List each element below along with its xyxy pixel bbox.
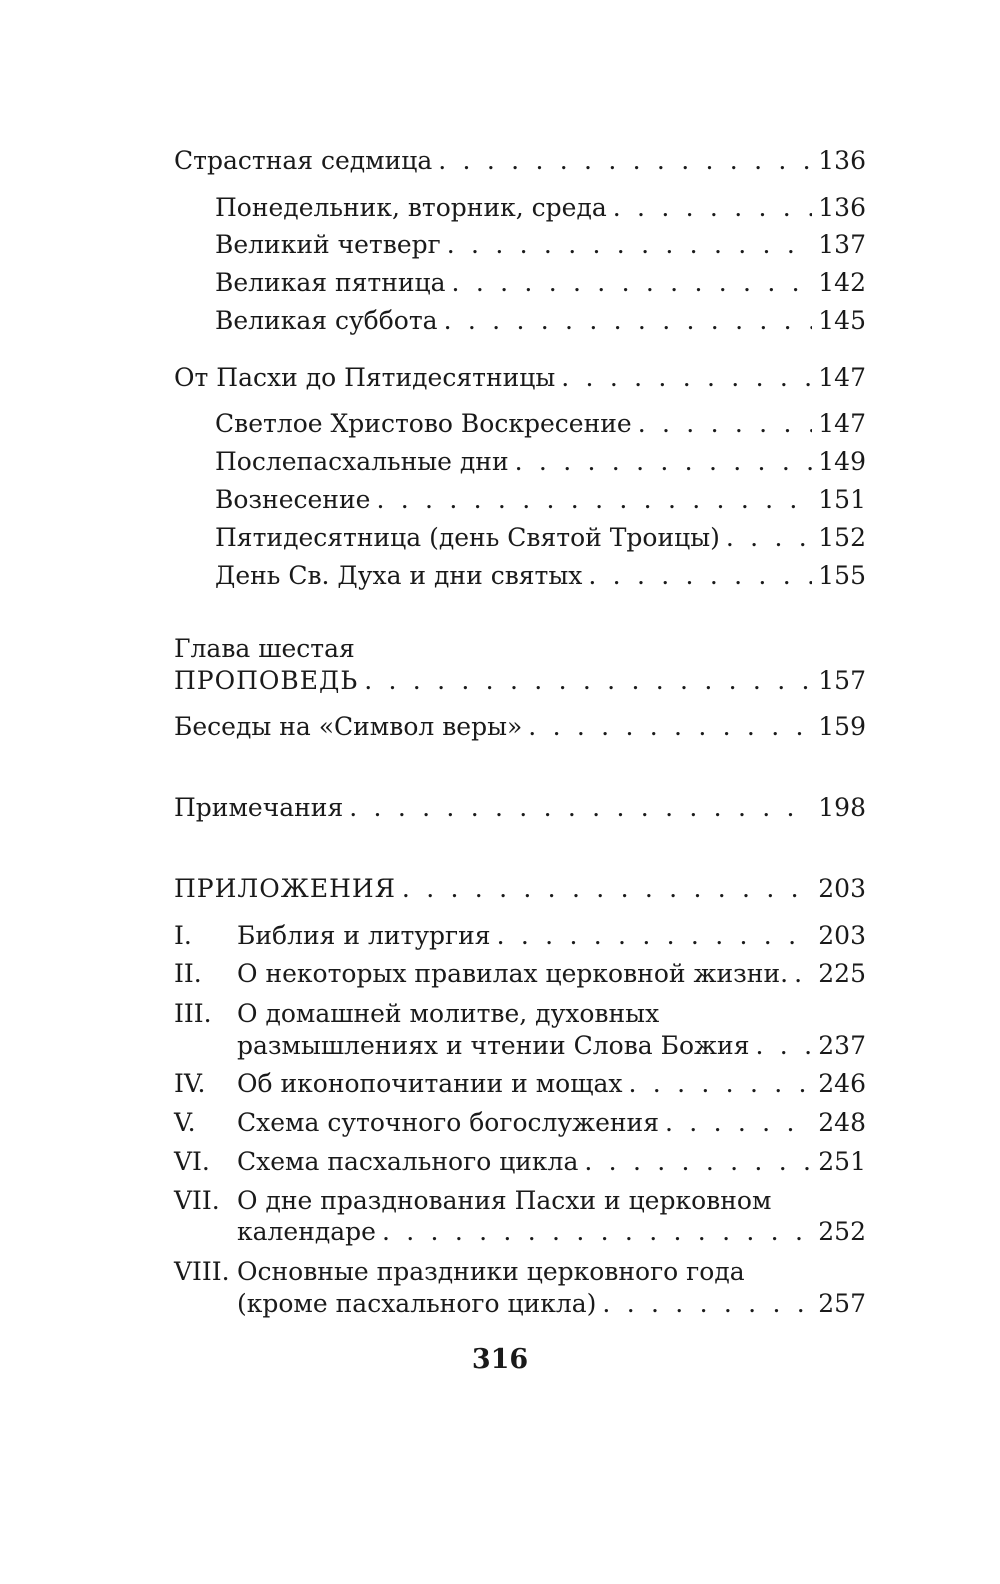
dot-leader — [528, 710, 812, 744]
toc-entry-title-line1: Основные праздники церковного года — [237, 1257, 745, 1286]
toc-entry — [174, 791, 866, 825]
appendix-number: IV. — [174, 1069, 206, 1098]
dot-leader — [794, 957, 812, 991]
dot-leader — [364, 664, 812, 698]
chapter-label: Глава шестая — [174, 634, 355, 663]
toc-entry — [174, 872, 866, 906]
dot-leader — [382, 1215, 812, 1249]
toc-entry — [215, 304, 866, 338]
toc-entry-title-line1: О домашней молитве, духовных — [237, 999, 660, 1028]
dot-leader — [438, 144, 812, 178]
appendix-number: I. — [174, 921, 192, 950]
dot-leader — [402, 872, 812, 906]
toc-entry-title: Библия и литургия — [237, 921, 491, 950]
toc-entry-page: 246 — [818, 1069, 866, 1098]
dot-leader — [588, 559, 812, 593]
dot-leader — [756, 1029, 813, 1063]
dot-leader — [515, 445, 813, 479]
toc-entry-title: Послепасхальные дни — [215, 447, 509, 476]
dot-leader — [638, 407, 813, 441]
toc-entry-title: О некоторых правилах церковной жизни. — [237, 959, 789, 988]
appendix-entry — [237, 1067, 866, 1101]
appendix-number: VIII. — [174, 1257, 230, 1286]
toc-entry-page: 257 — [818, 1289, 866, 1318]
chapter-title: ПРОПОВЕДЬ — [174, 666, 359, 695]
toc-entry-title: От Пасхи до Пятидесятницы — [174, 363, 556, 392]
dot-leader — [613, 191, 813, 225]
toc-entry — [215, 407, 866, 441]
dot-leader — [447, 228, 813, 262]
appendix-entry — [237, 919, 866, 953]
appendix-entry — [237, 1287, 866, 1321]
appendix-number: VII. — [174, 1186, 220, 1215]
toc-entry-title: Страстная седмица — [174, 146, 433, 175]
toc-entry-page: 203 — [818, 921, 866, 950]
appendix-entry — [237, 1145, 866, 1179]
toc-entry-page: 147 — [818, 363, 866, 392]
appendix-number: III. — [174, 999, 212, 1028]
toc-entry-title: Беседы на «Символ веры» — [174, 712, 523, 741]
toc-entry-title: Примечания — [174, 793, 344, 822]
toc-entry-title-line1: О дне празднования Пасхи и церковном — [237, 1186, 772, 1215]
dot-leader — [726, 521, 812, 555]
toc-entry-page: 145 — [818, 306, 866, 335]
toc-entry-title: размышлениях и чтении Слова Божия — [237, 1031, 750, 1060]
toc-entry-title: Схема пасхального цикла — [237, 1147, 579, 1176]
toc-entry — [215, 191, 866, 225]
toc-entry-page: 136 — [818, 193, 866, 222]
dot-leader — [602, 1287, 812, 1321]
dot-leader — [349, 791, 812, 825]
toc-entry-title: Схема суточного богослужения — [237, 1108, 659, 1137]
appendix-entry — [237, 1215, 866, 1249]
dot-leader — [561, 361, 812, 395]
toc-entry-page: 136 — [818, 146, 866, 175]
toc-entry-page: 198 — [818, 793, 866, 822]
toc-entry — [174, 361, 866, 395]
toc-entry — [174, 664, 866, 698]
toc-entry — [215, 483, 866, 517]
appendix-entry — [237, 1029, 866, 1063]
appendix-number: VI. — [174, 1147, 210, 1176]
toc-entry-title: Понедельник, вторник, среда — [215, 193, 607, 222]
toc-entry-page: 152 — [818, 523, 866, 552]
toc-entry-page: 248 — [818, 1108, 866, 1137]
toc-entry-page: 147 — [818, 409, 866, 438]
toc-entry-title: Пятидесятница (день Святой Троицы) — [215, 523, 720, 552]
toc-entry — [174, 710, 866, 744]
toc-entry-page: 251 — [818, 1147, 866, 1176]
dot-leader — [497, 919, 813, 953]
toc-entry-title: Великая пятница — [215, 268, 446, 297]
toc-entry — [215, 559, 866, 593]
toc-entry-page: 157 — [818, 666, 866, 695]
toc-entry-title: Великий четверг — [215, 230, 441, 259]
toc-entry — [215, 266, 866, 300]
toc-entry-title: Об иконопочитании и мощах — [237, 1069, 623, 1098]
appendices-title: ПРИЛОЖЕНИЯ — [174, 874, 396, 903]
toc-entry-title: (кроме пасхального цикла) — [237, 1289, 597, 1318]
dot-leader — [628, 1067, 812, 1101]
toc-entry-page: 151 — [818, 485, 866, 514]
dot-leader — [452, 266, 813, 300]
dot-leader — [376, 483, 812, 517]
toc-entry-page: 237 — [818, 1031, 866, 1060]
page-number: 316 — [471, 1344, 529, 1375]
dot-leader — [665, 1106, 812, 1140]
toc-entry-title: День Св. Духа и дни святых — [215, 561, 583, 590]
toc-entry-page: 149 — [818, 447, 866, 476]
toc-entry-page: 137 — [818, 230, 866, 259]
toc-entry-page: 252 — [818, 1217, 866, 1246]
toc-entry-page: 203 — [818, 874, 866, 903]
toc-entry — [215, 228, 866, 262]
toc-entry — [215, 445, 866, 479]
toc-entry — [215, 521, 866, 555]
toc-entry — [174, 144, 866, 178]
appendix-number: V. — [174, 1108, 196, 1137]
toc-entry-title: Светлое Христово Воскресение — [215, 409, 632, 438]
toc-entry-page: 142 — [818, 268, 866, 297]
toc-entry-title: Великая суббота — [215, 306, 438, 335]
toc-entry-page: 225 — [818, 959, 866, 988]
toc-entry-title: календаре — [237, 1217, 376, 1246]
toc-entry-title: Вознесение — [215, 485, 371, 514]
toc-entry-page: 159 — [818, 712, 866, 741]
toc-entry-page: 155 — [818, 561, 866, 590]
appendix-entry — [237, 957, 866, 991]
appendix-number: II. — [174, 959, 202, 988]
appendix-entry — [237, 1106, 866, 1140]
dot-leader — [444, 304, 813, 338]
dot-leader — [584, 1145, 812, 1179]
